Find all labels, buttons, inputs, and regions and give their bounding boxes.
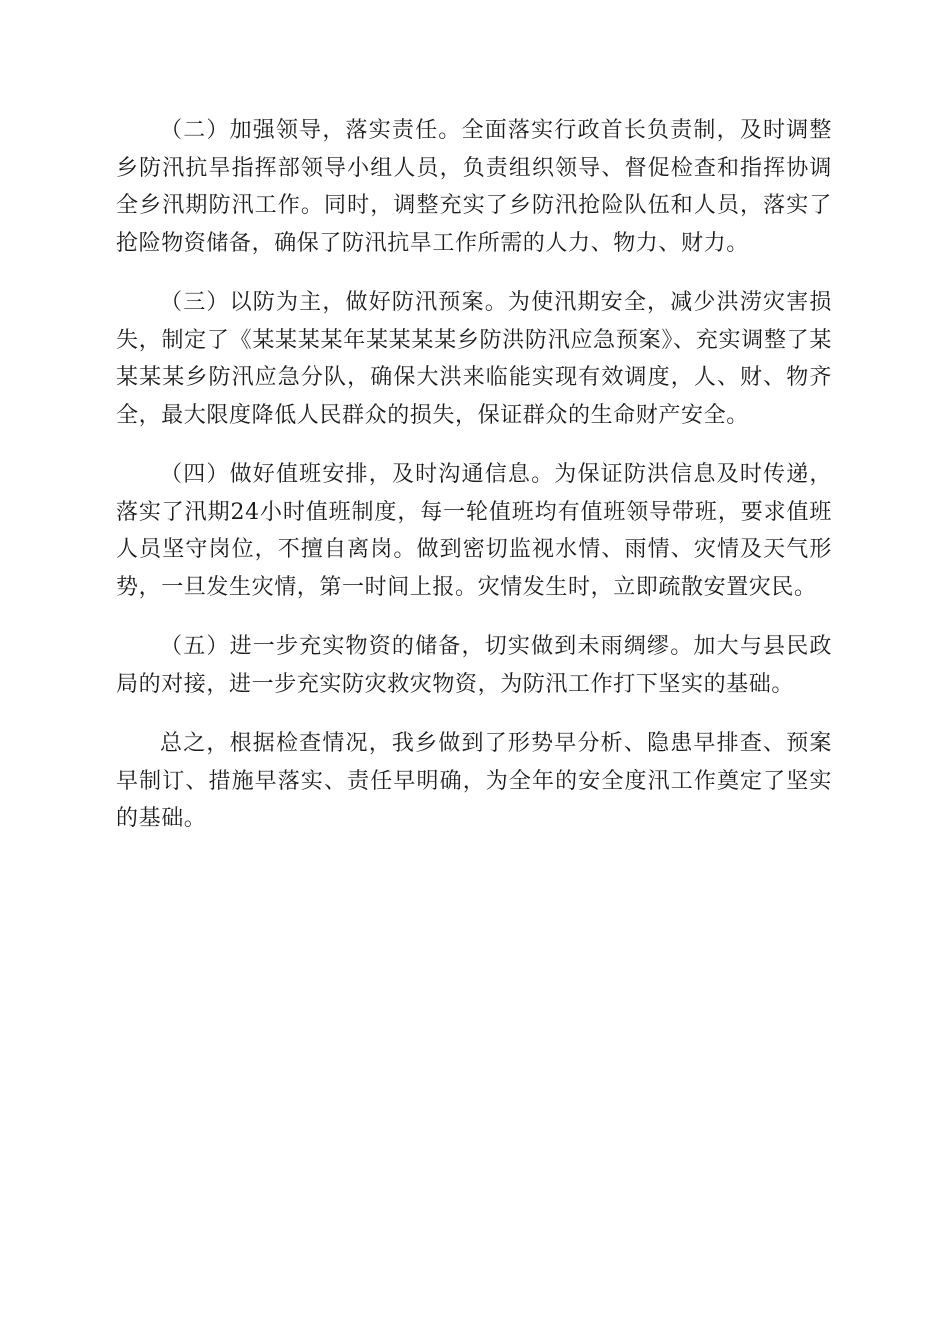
- paragraph-leadership: （二）加强领导，落实责任。全面落实行政首长负责制，及时调整乡防汛抗旱指挥部领导小组人员，负责组织领导、督促检查和指挥协调全乡汛期防汛工作。同时，调整充实了乡防汛抢险队伍和人员，落实了抢险物资储备，确保了防汛抗旱工作所需的人力、物力、财力。: [116, 118, 832, 256]
- document-body: [116, 112, 832, 860]
- paragraph-prevention-plan: （三）以防为主，做好防汛预案。为使汛期安全，减少洪涝灾害损失，制定了《某某某某年某某某某乡防洪防汛应急预案》、充实调整了某某某某乡防汛应急分队，确保大洪来临能实现有效调度，人、财、物齐全，最大限度降低人民群众的损失，保证群众的生命财产安全。: [116, 290, 832, 428]
- paragraph-materials-reserve: （五）进一步充实物资的储备，切实做到未雨绸缪。加大与县民政局的对接，进一步充实防灾救灾物资，为防汛工作打下坚实的基础。: [116, 634, 832, 697]
- paragraph-duty-arrangement: （四）做好值班安排，及时沟通信息。为保证防洪信息及时传递，落实了汛期24小时值班制度，每一轮值班均有值班领导带班，要求值班人员坚守岗位，不擅自离岗。做到密切监视水情、雨情、灾情及天气形势，一旦发生灾情，第一时间上报。灾情发生时，立即疏散安置灾民。: [116, 462, 832, 600]
- paragraph-summary: 总之，根据检查情况，我乡做到了形势早分析、隐患早排查、预案早制订、措施早落实、责任早明确，为全年的安全度汛工作奠定了坚实的基础。: [116, 731, 832, 831]
